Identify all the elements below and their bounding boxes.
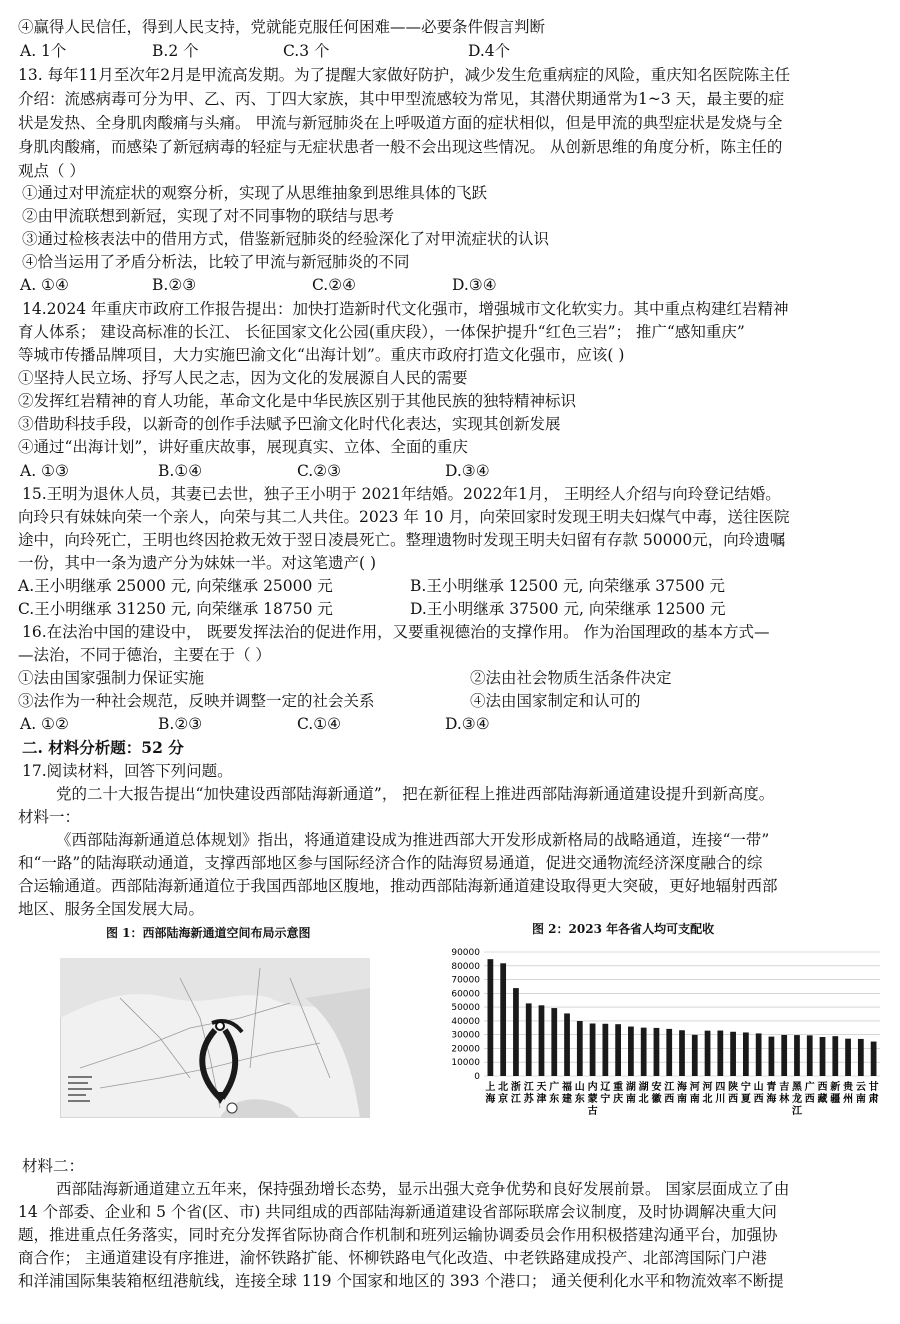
y-tick-label: 90000 — [451, 948, 480, 958]
q15-option-b[interactable]: B.王小明继承 12500 元, 向荣继承 37500 元 — [410, 577, 725, 595]
section-title: 二. 材料分析题：52 分 — [22, 738, 184, 757]
q14-option-c[interactable]: C.②③ — [297, 462, 342, 480]
q15-stem-line: 途中，向玲死亡，王明也终因抢救无效于翌日凌晨死亡。整理遗物时发现王明夫妇留有存款 50000元，向玲遗嘱 — [18, 531, 786, 549]
y-tick-label: 0 — [474, 1072, 480, 1082]
x-category-label: 河南 — [689, 1082, 700, 1105]
x-category-label: 吉林 — [779, 1082, 790, 1105]
bar — [692, 1035, 698, 1076]
y-tick-label: 40000 — [451, 1016, 480, 1027]
y-tick-label: 10000 — [451, 1058, 480, 1069]
income-bar-chart — [440, 944, 886, 1134]
q14-option-a[interactable]: A. ①③ — [20, 462, 69, 480]
q13-item: ②由甲流联想到新冠，实现了对不同事物的联结与思考 — [22, 207, 395, 225]
x-category-label: 新疆 — [830, 1082, 841, 1105]
bar — [539, 1005, 545, 1076]
q14-item: ①坚持人民立场、抒写人民之志，因为文化的发展源自人民的需要 — [18, 369, 468, 387]
q15-option-d[interactable]: D.王小明继承 37500 元, 向荣继承 12500 元 — [410, 600, 726, 618]
material2-label: 材料二： — [22, 1157, 85, 1175]
bar — [705, 1031, 711, 1076]
y-tick-label: 70000 — [451, 975, 480, 986]
bar — [756, 1033, 762, 1076]
q14-stem-line: 等城市传播品牌项目，大力实施巴渝文化“出海计划”。重庆市政府打造文化强市，应该( ) — [18, 346, 625, 364]
q14-stem-line: 14.2024 年重庆市政府工作报告提出：加快打造新时代文化强市，增强城市文化软实力。其中重点构建红岩精神 — [22, 300, 789, 318]
y-tick-label: 20000 — [451, 1044, 480, 1055]
q12-option-a[interactable]: A. 1个 — [20, 42, 67, 60]
bar — [628, 1027, 634, 1076]
q14-stem-line: 育人体系； 建设高标准的长江、 长征国家文化公园(重庆段），一体保护提升“红色三岩”； 推广“感知重庆” — [18, 323, 745, 341]
q13-option-a[interactable]: A. ①④ — [20, 276, 69, 294]
q16-stem-line: 16.在法治中国的建设中， 既要发挥法治的促进作用，又要重视德治的支撑作用。 作为治国理政的基本方式— — [22, 623, 770, 641]
q13-stem-line: 介绍：流感病毒可分为甲、乙、丙、丁四大家族，其中甲型流感较为常见，其潜伏期通常为1~3 天，最主要的症 — [18, 90, 785, 108]
q15-option-a[interactable]: A.王小明继承 25000 元, 向荣继承 25000 元 — [18, 577, 333, 595]
x-category-label: 青海 — [766, 1082, 777, 1105]
q13-option-d[interactable]: D.③④ — [452, 276, 497, 294]
x-category-label: 贵州 — [843, 1082, 854, 1105]
q17-paragraph: 党的二十大报告提出“加快建设西部陆海新通道”， 把在新征程上推进西部陆海新通道建设提升到新高度。 — [56, 785, 775, 803]
bar — [641, 1028, 647, 1076]
x-category-label: 江苏 — [523, 1082, 534, 1105]
bar — [513, 988, 519, 1076]
bar — [794, 1035, 800, 1076]
y-tick-label: 50000 — [451, 1003, 480, 1014]
material1-line: 地区、服务全国发展大局。 — [18, 900, 205, 918]
q16-stem-line: —法治，不同于德治，主要在于（ ） — [18, 646, 271, 664]
material2-line: 和洋浦国际集装箱枢纽港航线，连接全球 119 个国家和地区的 393 个港口； 通关便利化水平和物流效率不断提 — [18, 1272, 784, 1290]
material2-line: 商合作； 主通道建设有序推进，渝怀铁路扩能、怀柳铁路电气化改造、中老铁路建成投产、北部湾国际门户港 — [18, 1249, 767, 1267]
y-tick-label: 80000 — [451, 961, 480, 972]
bar — [551, 1008, 557, 1076]
q14-item: ④通过“出海计划”，讲好重庆故事，展现真实、立体、全面的重庆 — [18, 438, 468, 456]
x-category-label: 湖南 — [625, 1082, 636, 1105]
bar — [832, 1036, 838, 1076]
q13-item: ①通过对甲流症状的观察分析，实现了从思维抽象到思维具体的飞跃 — [22, 184, 488, 202]
bar — [871, 1042, 877, 1076]
q12-item4: ④赢得人民信任，得到人民支持，党就能克服任何困难——必要条件假言判断 — [18, 18, 546, 36]
x-category-label: 甘肃 — [868, 1082, 879, 1105]
bar — [820, 1037, 826, 1076]
x-category-label: 云南 — [855, 1082, 866, 1105]
q12-option-c[interactable]: C.3 个 — [283, 42, 330, 60]
x-category-label: 广东 — [549, 1082, 560, 1105]
q14-item: ③借助科技手段，以新奇的创作手法赋予巴渝文化时代化表达，实现其创新发展 — [18, 415, 561, 433]
x-category-label: 辽宁 — [600, 1082, 611, 1105]
y-tick-label: 30000 — [451, 1030, 480, 1041]
material1-line: 和“一路”的陆海联动通道，支撑西部地区参与国际经济合作的陆海贸易通道，促进交通物流经济深度融合的综 — [18, 854, 763, 872]
bar — [781, 1035, 787, 1076]
x-category-label: 山东 — [574, 1082, 585, 1105]
x-category-label: 浙江 — [510, 1082, 521, 1105]
chart-bars — [488, 959, 877, 1076]
q16-option-d[interactable]: D.③④ — [445, 715, 490, 733]
q15-option-c[interactable]: C.王小明继承 31250 元, 向荣继承 18750 元 — [18, 600, 333, 618]
bar — [743, 1032, 749, 1076]
figure1-caption: 图 1：西部陆海新通道空间布局示意图 — [106, 926, 311, 940]
bar — [526, 1003, 532, 1076]
q13-option-c[interactable]: C.②④ — [312, 276, 357, 294]
q16-item: ③法作为一种社会规范，反映并调整一定的社会关系 — [18, 692, 375, 710]
x-category-label: 西藏 — [817, 1082, 828, 1105]
q13-stem-line: 状是发热、全身肌肉酸痛与头痛。 甲流与新冠肺炎在上呼吸道方面的症状相似，但是甲流的典型症状是发烧与全 — [18, 114, 783, 132]
q16-option-a[interactable]: A. ①② — [20, 715, 69, 733]
x-category-label: 陕西 — [728, 1082, 739, 1105]
q13-stem-line: 13. 每年11月至次年2月是甲流高发期。为了提醒大家做好防护，减少发生危重病症的风险，重庆知名医院陈主任 — [18, 66, 791, 84]
x-category-label: 安徽 — [651, 1082, 662, 1105]
material2-line: 题，推进重点任务落实，同时充分发挥省际协商合作机制和班列运输协调委员会作用积极搭建沟通平台，加强协 — [18, 1226, 778, 1244]
x-category-label: 江西 — [664, 1082, 675, 1105]
q14-option-d[interactable]: D.③④ — [445, 462, 490, 480]
x-category-label: 河北 — [702, 1082, 713, 1105]
q15-stem-line: 15.王明为退休人员，其妻已去世，独子王小明于 2021年结婚。2022年1月， 王明经人介绍与向玲登记结婚。 — [22, 485, 781, 503]
bar — [564, 1013, 570, 1076]
bar — [615, 1024, 621, 1076]
q16-item: ④法由国家制定和认可的 — [470, 692, 641, 710]
hub-marker — [216, 1022, 224, 1030]
q13-item: ④恰当运用了矛盾分析法，比较了甲流与新冠肺炎的不同 — [22, 253, 410, 271]
q14-item: ②发挥红岩精神的育人功能，革命文化是中华民族区别于其他民族的独特精神标识 — [18, 392, 577, 410]
bar — [858, 1039, 864, 1076]
figure2-caption: 图 2：2023 年各省人均可支配收 — [532, 922, 715, 936]
bar — [845, 1039, 851, 1076]
q16-item: ②法由社会物质生活条件决定 — [470, 669, 672, 687]
material2-line: 14 个部委、企业和 5 个省(区、市) 共同组成的西部陆海新通道建设省部际联席会议制度，及时协调解决重大问 — [18, 1203, 777, 1221]
q16-option-b[interactable]: B.②③ — [158, 715, 203, 733]
q12-option-d[interactable]: D.4个 — [468, 42, 511, 60]
x-category-label: 湖北 — [638, 1082, 649, 1105]
q13-option-b[interactable]: B.②③ — [152, 276, 197, 294]
bar — [679, 1030, 685, 1076]
bar — [488, 959, 494, 1076]
q13-item: ③通过检核表法中的借用方式，借鉴新冠肺炎的经验深化了对甲流症状的认识 — [22, 230, 550, 248]
x-category-label: 福建 — [562, 1082, 573, 1105]
bar — [500, 963, 506, 1076]
x-category-label: 山西 — [753, 1082, 764, 1105]
material2-line: 西部陆海新通道建立五年来，保持强劲增长态势，显示出强大竞争优势和良好发展前景。 国家层面成立了由 — [56, 1180, 790, 1198]
q12-option-b[interactable]: B.2 个 — [152, 42, 199, 60]
q15-stem-line: 向玲只有妹妹向荣一个亲人，向荣与其二人共住。2023 年 10 月，向荣回家时发现王明夫妇煤气中毒，送往医院 — [18, 508, 790, 526]
bar — [807, 1035, 813, 1076]
q14-option-b[interactable]: B.①④ — [158, 462, 203, 480]
material1-label: 材料一： — [18, 808, 81, 826]
bar — [654, 1028, 660, 1076]
q16-item: ①法由国家强制力保证实施 — [18, 669, 205, 687]
x-category-label: 黑龙江 — [791, 1082, 802, 1117]
material1-line: 《西部陆海新通道总体规划》指出，将通道建设成为推进西部大开发形成新格局的战略通道，连接“一带” — [56, 831, 770, 849]
route-map-figure — [60, 958, 370, 1118]
bar — [602, 1024, 608, 1076]
chart-x-labels — [485, 1080, 878, 1117]
x-category-label: 海南 — [677, 1082, 687, 1105]
x-category-label: 天津 — [536, 1082, 547, 1105]
y-tick-label: 60000 — [451, 989, 480, 1000]
bar — [717, 1031, 723, 1076]
x-category-label: 内蒙古 — [587, 1082, 598, 1117]
q17-intro: 17.阅读材料，回答下列问题。 — [22, 762, 233, 780]
x-category-label: 广西 — [804, 1082, 815, 1105]
q13-stem-line: 身肌肉酸痛，而感染了新冠病毒的轻症与无症状患者一般不会出现这些情况。 从创新思维的角度分析，陈主任的 — [18, 138, 783, 156]
q15-stem-line: 一份，其中一条为遗产分为妹妹一半。对这笔遗产( ) — [18, 554, 377, 572]
x-category-label: 重庆 — [613, 1082, 624, 1105]
bar — [730, 1032, 736, 1076]
bar — [590, 1024, 596, 1076]
bar — [769, 1037, 775, 1076]
x-category-label: 上海 — [485, 1082, 496, 1105]
x-category-label: 宁夏 — [740, 1082, 751, 1105]
x-category-label: 北京 — [498, 1082, 509, 1105]
material1-line: 合运输通道。西部陆海新通道位于我国西部地区腹地，推动西部陆海新通道建设取得更大突破，更好地辐射西部 — [18, 877, 778, 895]
x-category-label: 四川 — [715, 1082, 726, 1105]
bar — [577, 1021, 583, 1076]
q16-option-c[interactable]: C.①④ — [297, 715, 342, 733]
bar — [666, 1029, 672, 1076]
chart-y-ticks — [451, 948, 480, 1082]
q13-stem-line: 观点（ ） — [18, 162, 85, 180]
